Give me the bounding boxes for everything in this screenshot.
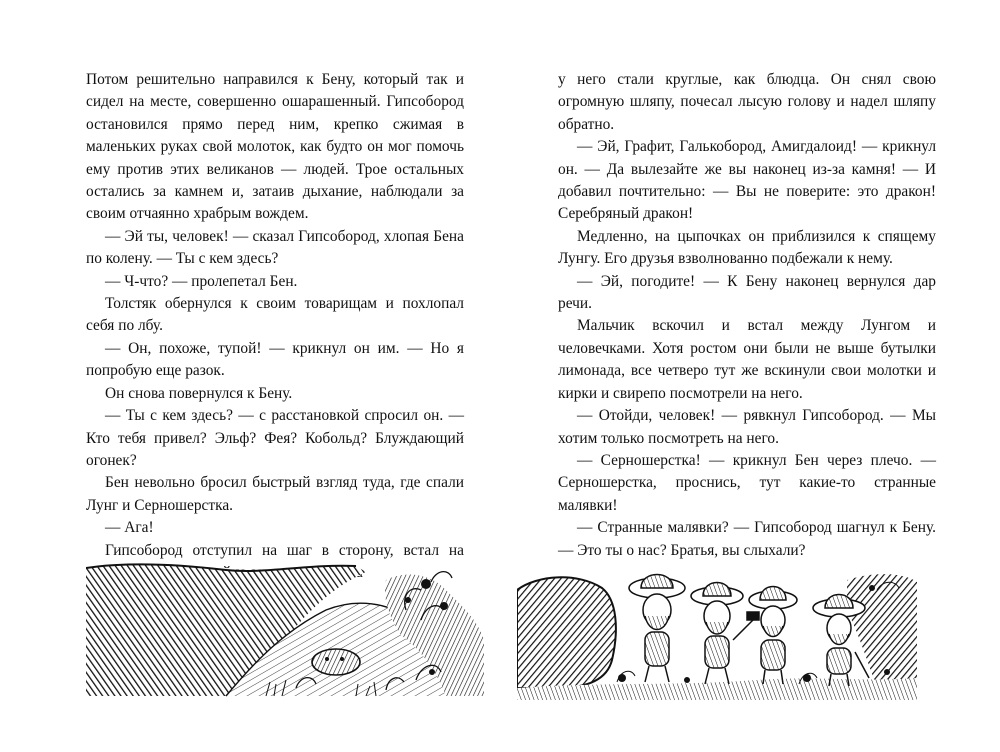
paragraph: Потом решительно направился к Бену, который так и сидел на месте, совершенно ошарашенный. Гипсобород остановился прямо перед ним, крепко сжимая в маленьких руках свой молоток, как будто он мог помочь ему против этих великанов — людей. Трое остальных остались за камнем и, затаив дыхание, наблюдали за своим отчаянно храбрым вождем. bbox=[86, 71, 464, 223]
right-page bbox=[558, 69, 936, 562]
paragraph: Он снова повернулся к Бену. bbox=[105, 384, 293, 402]
paragraph: — Эй ты, человек! — сказал Гипсобород, хлопая Бена по колену. — Ты с кем здесь? bbox=[86, 227, 464, 268]
paragraph: — Ч-что? — пролепетал Бен. bbox=[105, 272, 298, 290]
paragraph: Гипсобород отступил на шаг в сторону, встал на bbox=[105, 541, 464, 559]
landscape-illustration bbox=[86, 560, 484, 700]
gnomes-illustration bbox=[517, 560, 917, 700]
paragraph: — Странные малявки? — Гипсобород шагнул к Бену. — Это ты о нас? Братья, вы слыхали? bbox=[558, 519, 936, 559]
paragraph: — Ты с кем здесь? — с расстановкой спросил он. — Кто тебя привел? Эльф? Фея? Кобольд? Блуждающий огонек? bbox=[86, 407, 464, 469]
paragraph: — Он, похоже, тупой! — крикнул он им. — Но я попробую еще разок. bbox=[86, 339, 464, 380]
gnomes-illustration-drawing bbox=[517, 560, 917, 700]
paragraph: Толстяк обернулся к своим товарищам и похлопал себя по лбу. bbox=[86, 295, 464, 335]
left-page bbox=[86, 69, 464, 584]
paragraph: — Ага! bbox=[105, 519, 154, 537]
paragraph: Бен невольно бросил быстрый взгляд туда, где спали Лунг и Серношерстка. bbox=[86, 474, 464, 514]
paragraph: Мальчик вскочил и встал между Лунгом и человечками. Хотя ростом они были не выше бутылки лимонада, все четверо тут же вскинули свои молотки и кирки и свирепо посмотрели на него. bbox=[558, 317, 936, 402]
landscape-illustration-drawing bbox=[86, 560, 484, 700]
paragraph: — Эй, Графит, Галькобород, Амигдалоид! — крикнул он. — Да вылезайте же вы наконец из-за камня! — И добавил почтительно: — Вы не поверите: это дракон! Серебряный дракон! bbox=[558, 138, 936, 223]
paragraph: Медленно, на цыпочках он приблизился к спящему Лунгу. Его друзья взволнованно подбежали к нему. bbox=[558, 227, 936, 268]
paragraph: у него стали круглые, как блюдца. Он снял свою огромную шляпу, почесал лысую голову и надел шляпу обратно. bbox=[558, 71, 936, 133]
paragraph: — Эй, погодите! — К Бену наконец вернулся дар речи. bbox=[558, 272, 936, 313]
paragraph: — Серношерстка! — крикнул Бен через плечо. — Серношерстка, проснись, тут какие-то странные малявки! bbox=[558, 451, 936, 514]
paragraph: — Отойди, человек! — рявкнул Гипсобород. — Мы хотим только посмотреть на него. bbox=[558, 407, 936, 447]
